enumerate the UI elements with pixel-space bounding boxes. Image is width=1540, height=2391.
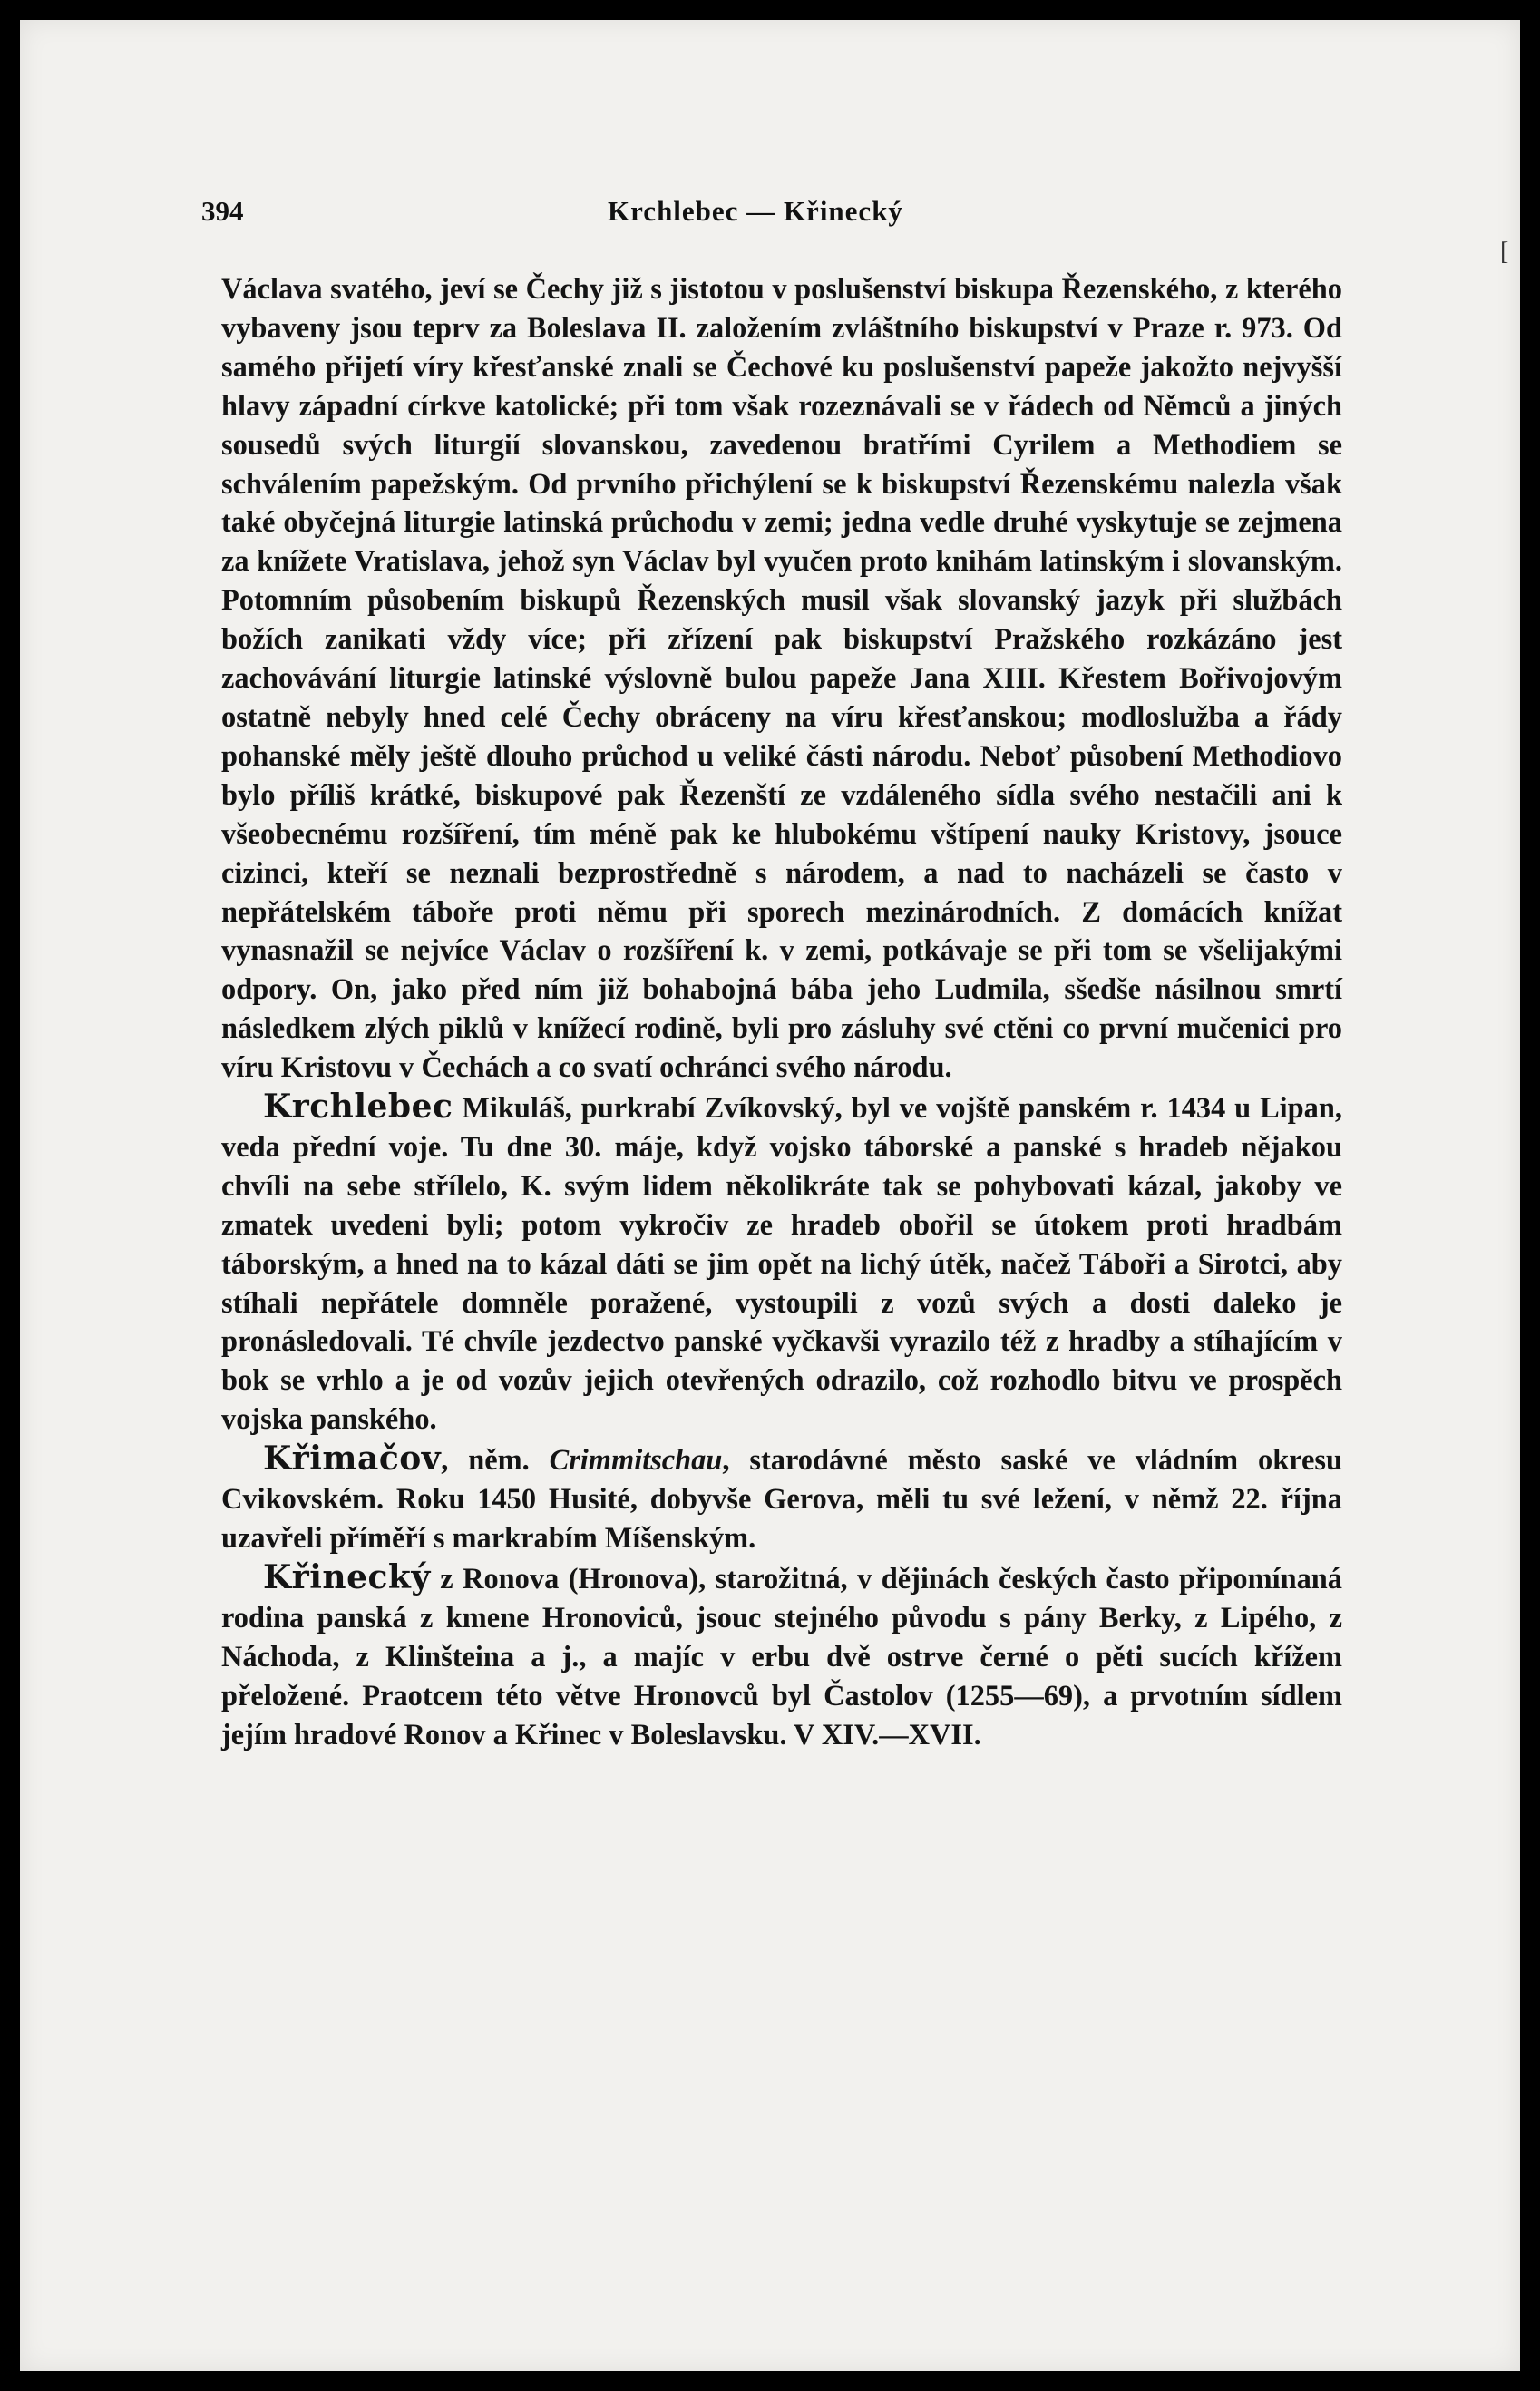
entry-headword: Krchlebec [263,1088,453,1127]
entry-text: z Ronova (Hronova), starožitná, v dějinách českých často připomínaná rodina panská z kmene Hronoviců, jsouc stejného původu s pány Berky, z Lipého, z Náchoda, z Klinšteina a j., a majíc v erbu dvě ostrve černé o pěti sucích křížem přeložené. Praotcem této větve Hronovců byl Častolov (1255—69), a prvotním sídlem jejím hradové Ronov a Křinec v Boleslavsku. V XIV.—XVII. [221,1562,1342,1752]
entry-text: , něm. [441,1444,550,1478]
entry-krinecky [221,1558,1342,1755]
entry-text: , starodávné město saské ve vládním okresu Cvikovském. Roku 1450 Husité, dobyvše Gerova, měli tu své ležení, v němž 22. října uzavřeli příměří s markrabím Míšenským. [221,1444,1343,1555]
running-head [201,195,945,231]
body-text [221,270,1342,1754]
entry-krimacov [221,1439,1342,1558]
entry-krchlebec [221,1088,1342,1439]
margin-mark: [ [1500,238,1509,266]
paragraph-continuation: Václava svatého, jeví se Čechy již s jistotou v poslušenství biskupa Řezenského, z kterého vybaveny jsou teprv za Boleslava II. založením zvláštního biskupství v Praze r. 973. Od samého přijetí víry křesťanské znali se Čechové ku poslušenství papeže jakožto nejvyšší hlavy západní církve katolické; při tom však rozeznávali se v řádech od Němců a jiných sousedů svých liturgií slovanskou, zavedenou bratřími Cyrilem a Methodiem se schválením papežským. Od prvního přichýlení se k biskupství Řezenskému nalezla však také obyčejná liturgie latinská průchodu v zemi; jedna vedle druhé vyskytuje se zejmena za knížete Vratislava, jehož syn Václav byl vyučen proto knihám latinským i slovanským. Potomním působením biskupů Řezenských musil však slovanský jazyk při službách božích zanikati vždy více; při zřízení pak biskupství Pražského rozkázáno jest zachovávání liturgie latinské výslovně bulou papeže Jana XIII. Křestem Bořivojovým ostatně nebyly hned celé Čechy obráceny na víru křesťanskou; modloslužba a řády pohanské měly ještě dlouho průchod u veliké části národu. Neboť působení Methodiovo bylo příliš krátké, biskupové pak Řezenští ze vzdáleného sídla svého nestačili ani k všeobecnému rozšíření, tím méně pak ke hlubokému vštípení nauky Kristovy, jsouce cizinci, kteří se neznali bezprostředně s národem, a nad to nacházeli se často v nepřátelském táboře proti němu při sporech mezinárodních. Z domácích knížat vynasnažil se nejvíce Václav o rozšíření k. v zemi, potkávaje se při tom se všelijakými odpory. On, jako před ním již bohabojná bába jeho Ludmila, sšedše násilnou smrtí následkem zlých piklů v knížecí rodině, byli pro zásluhy své ctěni co první mučenici pro víru Kristovu v Čechách a co svatí ochránci svého národu. [221,273,1342,1085]
running-head-title: Krchlebec — Křinecký [608,195,903,227]
entry-italic-text: Crimmitschau [549,1444,723,1478]
entry-headword: Křimačov [263,1439,442,1479]
page-number: 394 [201,195,244,227]
entry-text: Mikuláš, purkrabí Zvíkovský, byl ve vojště panském r. 1434 u Lipan, veda přední voje. Tu dne 30. máje, když vojsko táborské a panské s hradeb nějakou chvíli na sebe střílelo, K. svým lidem několikráte tak se pohybovati kázal, jakoby ve zmatek uvedeni byli; potom vykročiv ze hradeb obořil se útokem proti hradbám táborským, a hned na to kázal dáti se jim opět na lichý útěk, načež Táboři a Sirotci, aby stíhali nepřátele domněle poražené, vystoupili z vozů svých a dosti daleko je pronásledovali. Té chvíle jezdectvo panské vyčkavši vyrazilo též z hradby a stíhajícím v bok se vrhlo a je od vozův jejich otevřených odrazilo, což rozhodlo bitvu ve prospěch vojska panského. [221,1092,1342,1437]
entry-headword: Křinecký [263,1557,431,1596]
